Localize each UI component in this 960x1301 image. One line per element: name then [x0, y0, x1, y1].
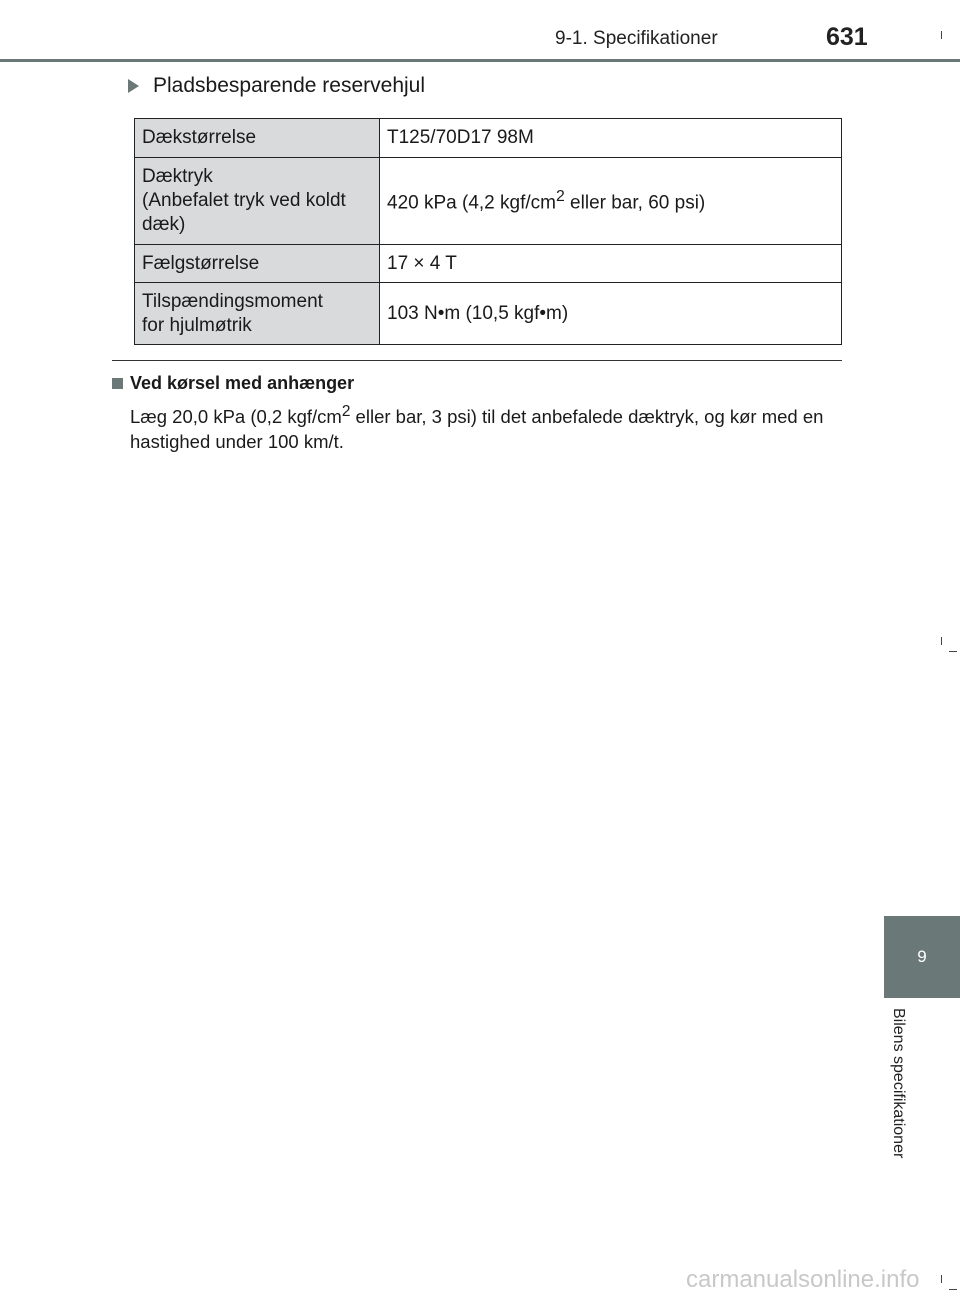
table-row	[135, 283, 842, 345]
note-text: Læg 20,0 kPa (0,2 kgf/cm	[130, 406, 342, 428]
label-line: (Anbefalet tryk ved koldt	[142, 190, 346, 212]
subheading	[128, 74, 425, 98]
table-label-cell: Fælgstørrelse	[135, 245, 380, 283]
label-line: for hjulmøtrik	[142, 314, 252, 336]
chapter-tab	[884, 916, 960, 998]
chapter-number: 9	[917, 947, 927, 966]
crop-mark	[941, 31, 942, 39]
table-label-cell	[135, 283, 380, 345]
table-value-cell: 17 × 4 T	[380, 245, 842, 283]
label-line: Tilspændingsmoment	[142, 290, 323, 312]
spec-table	[134, 118, 842, 345]
header-section-title: 9-1. Specifikationer	[555, 28, 718, 49]
table-value-cell: T125/70D17 98M	[380, 119, 842, 158]
superscript: 2	[341, 403, 351, 420]
value-text: 420 kPa (4,2 kgf/cm	[387, 192, 556, 214]
chapter-label-text: Bilens specifikationer	[890, 1008, 907, 1159]
table-row	[135, 119, 842, 158]
table-row	[135, 245, 842, 283]
table-value-cell	[380, 158, 842, 245]
subheading-text: Pladsbesparende reservehjul	[153, 74, 426, 97]
superscript: 2	[555, 187, 565, 205]
crop-mark	[941, 637, 942, 645]
note-text: eller bar, 3 psi) til det anbefalede dæktryk, og kør med en hastighed under 100 km/t.	[130, 406, 824, 453]
crop-mark	[941, 1275, 942, 1283]
square-bullet-icon	[112, 378, 123, 389]
chapter-side-label	[889, 1008, 919, 1198]
value-text: eller bar, 60 psi)	[564, 192, 706, 214]
label-line: dæk)	[142, 213, 186, 235]
table-value-cell: 103 N•m (10,5 kgf•m)	[380, 283, 842, 345]
triangle-bullet-icon	[128, 79, 139, 93]
note-body	[130, 399, 850, 454]
note-heading-text: Ved kørsel med anhænger	[130, 373, 355, 393]
table-row	[135, 158, 842, 245]
note-heading	[112, 373, 354, 394]
section-divider	[112, 360, 842, 361]
header-rule	[0, 59, 960, 62]
table-label-cell	[135, 158, 380, 245]
crop-mark	[949, 651, 957, 652]
watermark: carmanualsonline.info	[686, 1266, 920, 1293]
table-label-cell: Dækstørrelse	[135, 119, 380, 158]
crop-mark	[949, 1289, 957, 1290]
page-number: 631	[826, 23, 868, 51]
label-line: Dæktryk	[142, 166, 213, 188]
